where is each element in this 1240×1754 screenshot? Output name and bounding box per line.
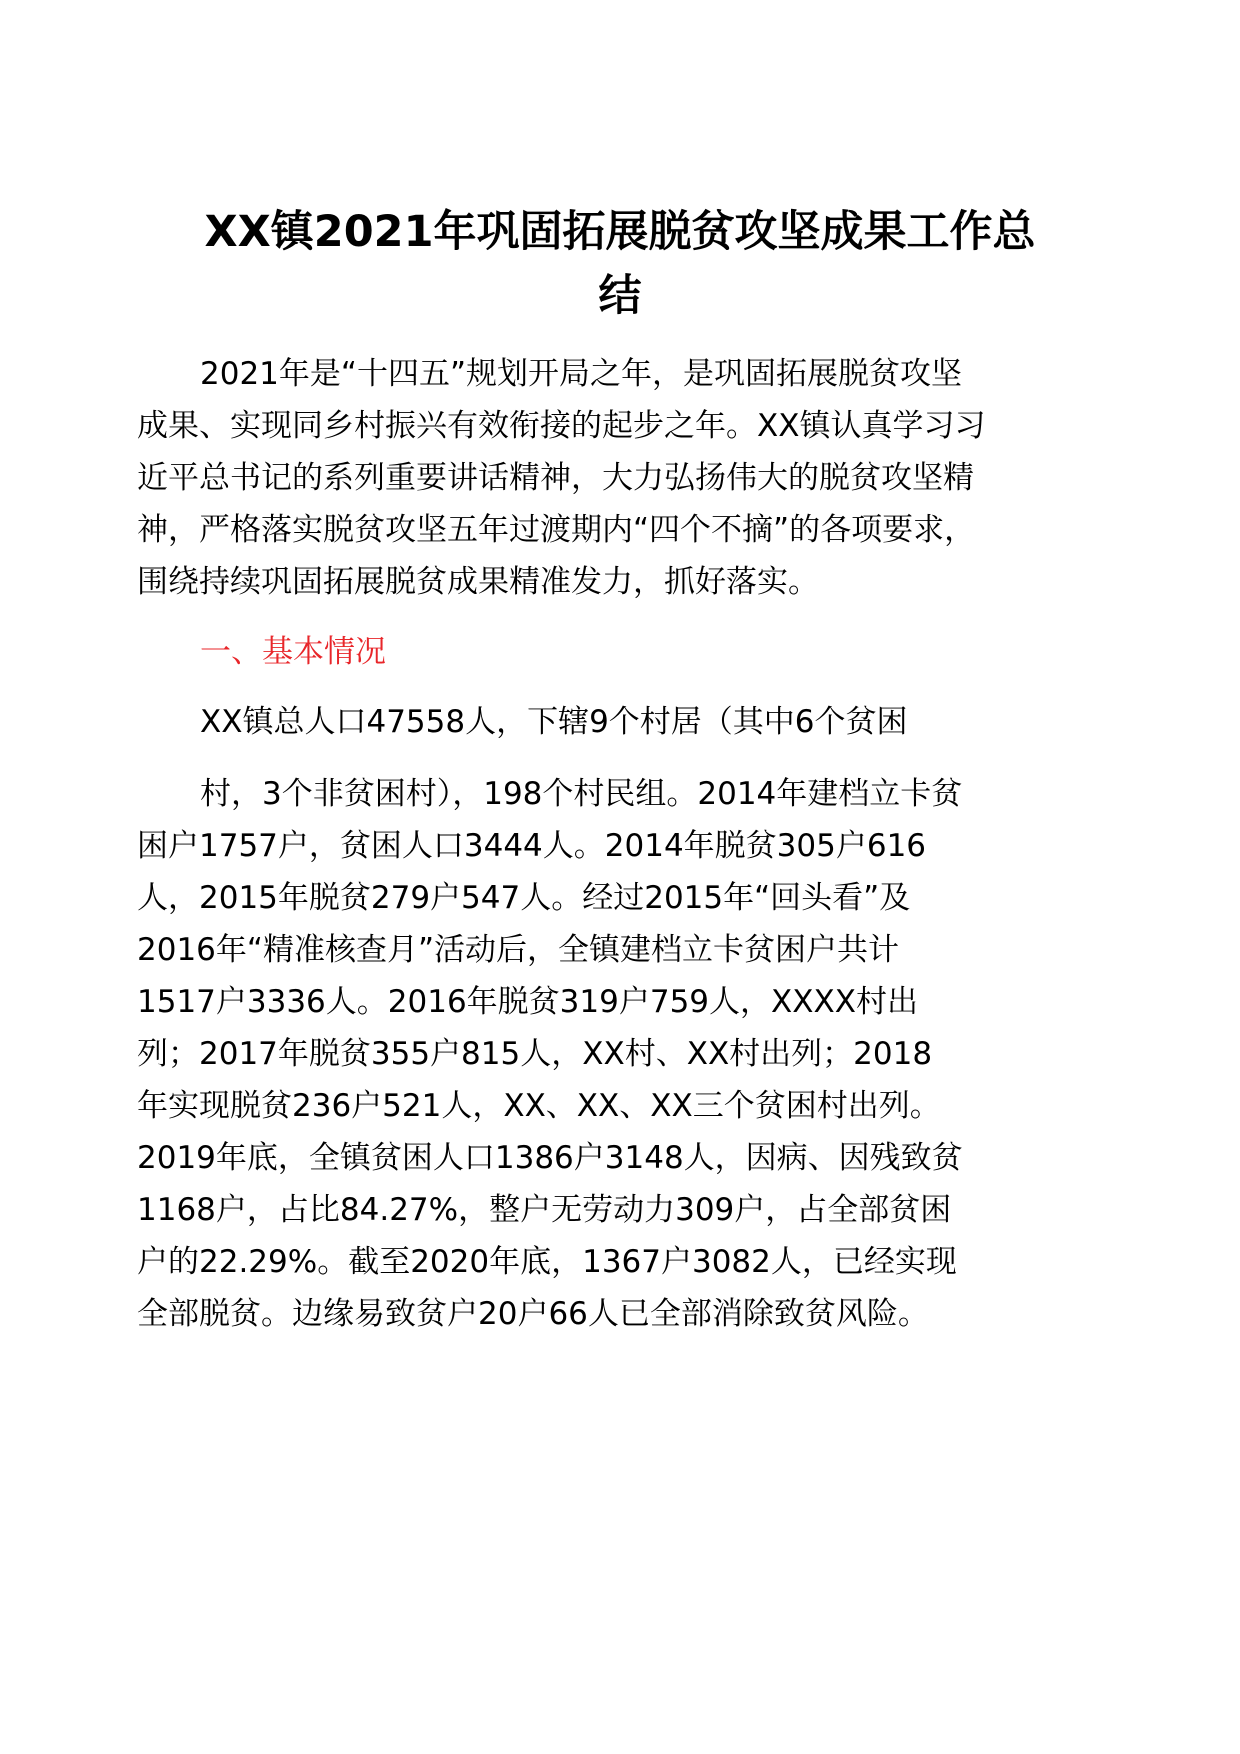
section1-lead-line: XX镇总人口47558人，下辖9个村居（其中6个贫困 (200, 704, 908, 740)
section1-line-1: 村，3个非贫困村），198个村民组。2014年建档立卡贫 (200, 776, 963, 812)
intro-line-4: 神，严格落实脱贫攻坚五年过渡期内“四个不摘”的各项要求， (137, 512, 976, 548)
section1-line-11: 全部脱贫。边缘易致贫户20户66人已全部消除致贫风险。 (137, 1296, 929, 1332)
document-title-line-2: 结 (598, 271, 642, 321)
section1-line-9: 1168户，占比84.27%，整户无劳动力309户，占全部贫困 (137, 1192, 952, 1228)
section1-line-2: 困户1757户，贫困人口3444人。2014年脱贫305户616 (137, 828, 927, 864)
section1-line-4: 2016年“精准核查月”活动后，全镇建档立卡贫困户共计 (137, 932, 900, 968)
section1-line-8: 2019年底，全镇贫困人口1386户3148人，因病、因残致贫 (137, 1140, 963, 1176)
intro-line-2: 成果、实现同乡村振兴有效衔接的起步之年。XX镇认真学习习 (137, 408, 986, 444)
section1-line-3: 人，2015年脱贫279户547人。经过2015年“回头看”及 (137, 880, 911, 916)
section1-line-7: 年实现脱贫236户521人，XX、XX、XX三个贫困村出列。 (137, 1088, 941, 1124)
section-heading-basic-situation: 一、基本情况 (200, 634, 386, 670)
document-title-line-1: XX镇2021年巩固拓展脱贫攻坚成果工作总 (204, 207, 1036, 257)
intro-line-5: 围绕持续巩固拓展脱贫成果精准发力，抓好落实。 (137, 564, 819, 600)
section1-line-6: 列；2017年脱贫355户815人，XX村、XX村出列；2018 (137, 1036, 933, 1072)
intro-line-1: 2021年是“十四五”规划开局之年，是巩固拓展脱贫攻坚 (200, 356, 963, 392)
intro-line-3: 近平总书记的系列重要讲话精神，大力弘扬伟大的脱贫攻坚精 (137, 460, 974, 496)
section1-line-10: 户的22.29%。截至2020年底，1367户3082人，已经实现 (137, 1244, 957, 1280)
section1-line-5: 1517户3336人。2016年脱贫319户759人，XXXX村出 (137, 984, 918, 1020)
